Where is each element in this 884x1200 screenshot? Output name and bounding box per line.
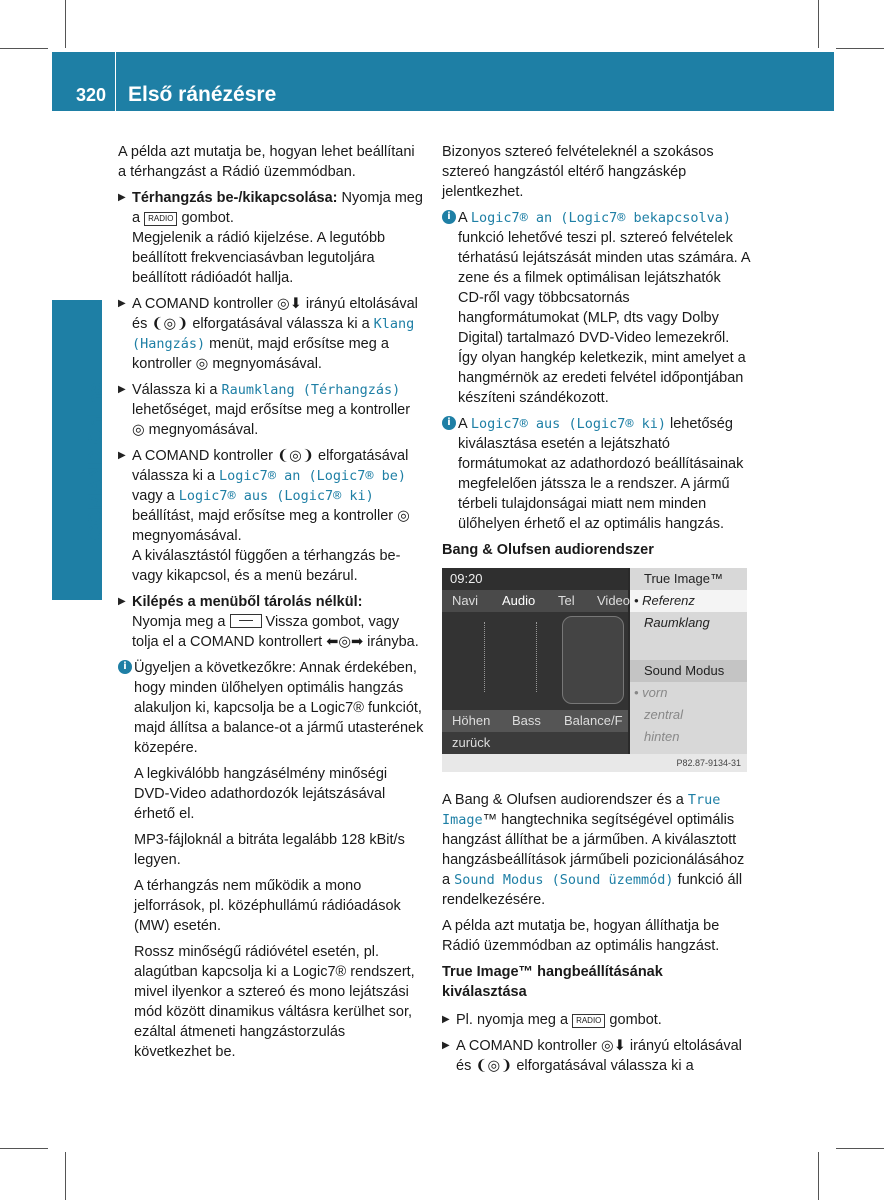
column-left (118, 142, 424, 1068)
intro-text: A példa azt mutatja be, hogyan lehet beállítani a térhangzást a Rádió üzemmódban. (118, 144, 415, 180)
screen-menu-item: Sound Modus (630, 660, 747, 682)
screen-sound-panel (442, 612, 628, 710)
step-text: Vissza gombot, vagy tolja el a COMAND kontrollert ⬅◎➡ irányba. (132, 614, 419, 650)
screen-nav-item: Navi (452, 593, 479, 608)
step-text: vagy a (132, 488, 179, 504)
screen-menu-item: • vorn (634, 685, 668, 700)
menu-term: Logic7® an (Logic7® be) (219, 468, 406, 484)
menu-term: Klang (Hangzás) (132, 316, 415, 352)
screen-bottom-item: Bass (512, 713, 541, 728)
list-item (118, 446, 424, 586)
menu-term: Sound Modus (Sound üzemmód) (454, 872, 674, 888)
step-title: Térhangzás be-/kikapcsolása: (132, 190, 338, 206)
crop-mark (818, 0, 819, 48)
step-text: menüt, majd erősítse meg a kontroller ◎ megnyomásával. (132, 336, 389, 372)
paragraph (442, 790, 750, 910)
info-text: A térhangzás nem működik a mono jelforrások, pl. középhullámú rádióadások (MW) esetén. (134, 878, 401, 934)
info-text: A (458, 416, 471, 432)
info-note (442, 414, 750, 534)
step-text: Pl. nyomja meg a (456, 1012, 573, 1028)
menu-term: Logic7® aus (Logic7® ki) (178, 488, 374, 504)
list-item (442, 1036, 750, 1076)
info-icon: i (118, 660, 132, 674)
info-text: Rossz minőségű rádióvétel esetén, pl. alagútban kapcsolja ki a Logic7® rendszert, mivel ilyenkor a sztereó és mono lejátszási mód között dinamikus váltásra kerülhet sor, ezáltal átmeneti hangzástorzulás következhet be. (134, 944, 415, 1060)
step-text: A COMAND kontroller ◎⬇ irányú eltolásával és ❨◎❩ elforgatásával válassza ki a (132, 296, 418, 332)
crop-mark (818, 1152, 819, 1200)
step-result: A kiválasztástól függően a térhangzás be- vagy kikapcsol, és a menü bezárul. (132, 548, 401, 584)
list-item (118, 380, 424, 440)
info-text: A legkiválóbb hangzásélmény minőségi DVD-Video adathordozók lejátszásával érhető el. (134, 766, 388, 822)
page-number: 320 (75, 85, 106, 105)
menu-term: Logic7® an (Logic7® bekapcsolva) (470, 210, 731, 226)
info-text: lehetőség kiválasztása esetén a lejátszható formátumokat az adathordozó beállításainak megfelelően játssza le a rendszer. A jármű térbeli tulajdonságai miatt nem minden ülőhelyen érhető el az optimális hangzás. (458, 416, 744, 532)
paragraph-text: ™ hangtechnika segítségével optimális hangzást állíthat be a járműben. A kiválasztott hangzásbeállítások járműbeli pozicionálásához a (442, 812, 745, 888)
list-item (118, 294, 424, 374)
info-text: A (458, 210, 471, 226)
screen-nav-item: Tel (558, 593, 575, 608)
crop-mark (65, 1152, 66, 1200)
info-text: MP3-fájloknál a bitráta legalább 128 kBit/s legyen. (134, 832, 405, 868)
screen-bottom-bar (442, 710, 628, 732)
step-text: Nyomja meg a (132, 614, 230, 630)
image-code: P82.87-9134-31 (442, 754, 747, 772)
screen-bottom-item: Höhen (452, 713, 491, 728)
car-seat-icon (562, 616, 624, 704)
crop-mark (0, 48, 48, 49)
screen-menu (630, 568, 747, 754)
info-text: funkció lehetővé teszi pl. sztereó felvételek térhatású lejátszását minden utas számára. A zene és a filmek optimálisan lejátszhatók CD-ről vagy többcsatornás hangformátumokat (MLP, dts vagy Dolby Digital) tartalmazó DVD-Video lemezekről. Így olyan hangkép keletkezik, mint amelyet a hangmérnök az eredeti felvétel időpontjában készíteni szándékozott. (458, 230, 750, 406)
screen-clock: 09:20 (442, 568, 628, 590)
step-text: A COMAND kontroller ◎⬇ irányú eltolásával és ❨◎❩ elforgatásával válassza ki a (456, 1038, 742, 1074)
step-text: gombot. (605, 1012, 662, 1028)
radio-key-icon: RADIO (572, 1014, 605, 1028)
step-result: Megjelenik a rádió kijelzése. A legutóbb beállított frekvenciasávban legutoljára beállított rádióadót hallja. (132, 230, 386, 286)
screen-menu-item: zentral (644, 707, 684, 722)
paragraph-text: funkció áll rendelkezésére. (442, 872, 743, 908)
side-tab-label: COMAND Online (85, 382, 107, 540)
list-item (442, 1010, 750, 1030)
info-note (442, 208, 750, 408)
list-item (118, 188, 424, 288)
display-screenshot (442, 568, 747, 772)
screen-bottom-item: Balance/F (564, 713, 623, 728)
menu-term: Logic7® aus (Logic7® ki) (470, 416, 666, 432)
section-heading: Bang & Olufsen audiorendszer (442, 542, 654, 558)
bass-treble-bar (484, 622, 495, 692)
page-title: Első ránézésre (128, 83, 277, 106)
header-separator (115, 52, 116, 111)
screen-nav-item: Audio (502, 593, 536, 608)
crop-mark (836, 1148, 884, 1149)
screen-menu-item: True Image™ (644, 571, 723, 586)
screen-menu-item: • Referenz (630, 590, 747, 612)
back-key-icon (230, 614, 262, 628)
info-icon: i (442, 210, 456, 224)
step-text: Nyomja meg a (132, 190, 423, 226)
crop-mark (0, 1148, 48, 1149)
menu-term: Raumklang (Térhangzás) (221, 382, 401, 398)
crop-mark (836, 48, 884, 49)
screen-back-item: zurück (442, 732, 628, 754)
info-text: Ügyeljen a következőkre: Annak érdekében, hogy minden ülőhelyen optimális hangzás alakuljon ki, kapcsolja be a Logic7® funkciót, majd állítsa a balance-ot a jármű utasterének közepére. (134, 660, 424, 756)
paragraph: Bizonyos sztereó felvételeknél a szokásos sztereó hangzástól eltérő hangzáskép jelentkezhet. (442, 144, 714, 200)
step-text: A COMAND kontroller ❨◎❩ elforgatásával válassza ki a (132, 448, 409, 484)
step-text: beállítást, majd erősítse meg a kontroller ◎ megnyomásával. (132, 508, 410, 544)
screen-menu-item: hinten (644, 729, 680, 744)
step-text: gombot. (177, 210, 234, 226)
step-text: Válassza ki a (132, 382, 222, 398)
screen-menu-item: Raumklang (644, 615, 710, 630)
screen-nav-item: Video (597, 593, 631, 608)
step-text: lehetőséget, majd erősítse meg a kontroller ◎ megnyomásával. (132, 402, 411, 438)
menu-term: True Image (442, 792, 721, 828)
paragraph-text: A Bang & Olufsen audiorendszer és a (442, 792, 688, 808)
crop-mark (65, 0, 66, 48)
info-icon: i (442, 416, 456, 430)
radio-key-icon: RADIO (144, 212, 177, 226)
section-heading: True Image™ hangbeállításának kiválasztása (442, 964, 663, 1000)
list-item (118, 592, 424, 652)
screen-nav-bar (442, 590, 631, 612)
info-note (118, 658, 424, 1062)
bass-treble-bar (536, 622, 547, 692)
paragraph: A példa azt mutatja be, hogyan állíthatja be Rádió üzemmódban az optimális hangzást. (442, 918, 720, 954)
step-title: Kilépés a menüből tárolás nélkül: (132, 594, 363, 610)
column-right (442, 142, 750, 1082)
